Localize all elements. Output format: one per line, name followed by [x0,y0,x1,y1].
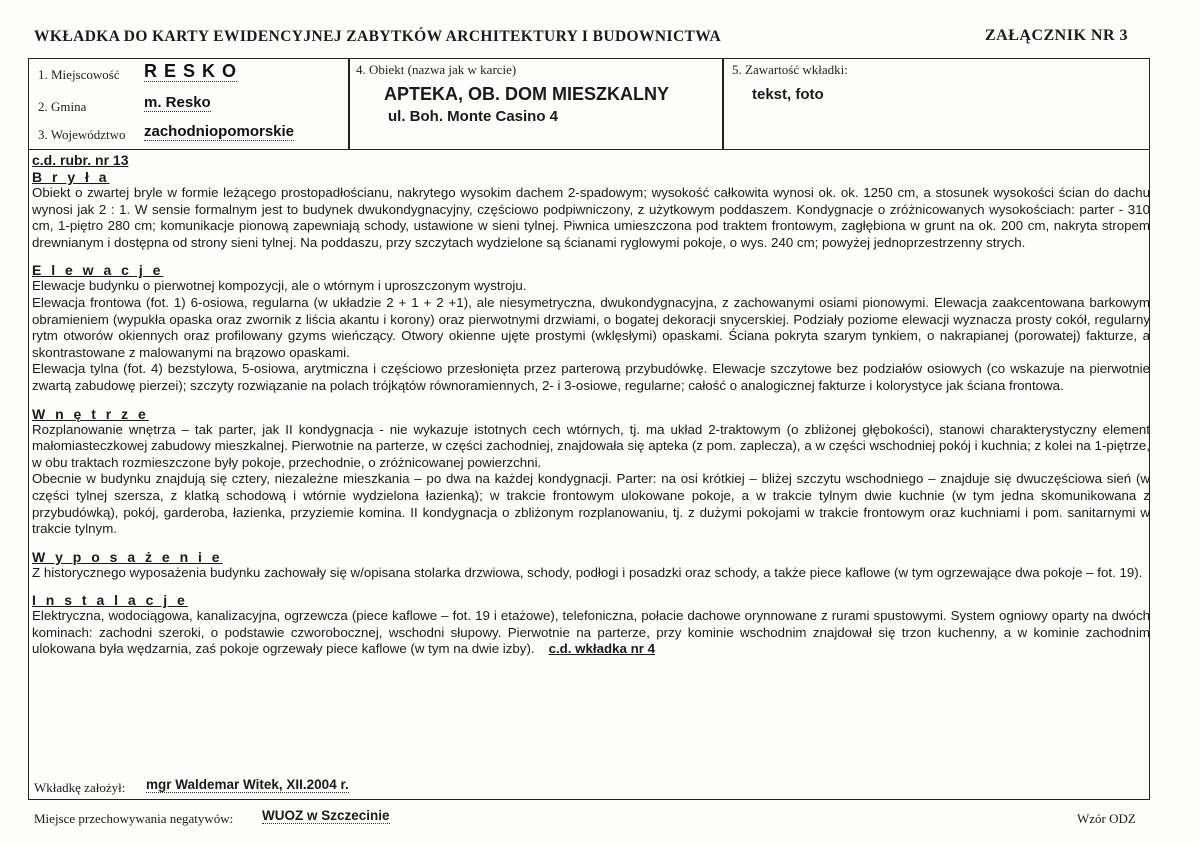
section-title-wnetrze: W n ę t r z e [32,405,149,422]
section-text-instalacje-body: Elektryczna, wodociągowa, kanalizacyjna, ogrzewcza (piece kaflowe – fot. 19 i etażowe), telefoniczna, połacie dachowe orynnowane z rurami spustowymi. System ogniowy oparty na dwóch kominach: zachodni szeroki, o podstawie czworobocznej, wschodni słupowy. Pierwotnie na parterze, przy kominie wschodnim znajdował się trzon kuchenny, a w kominie zachodnim ulokowana była wędzarnia, zaś pokoje ogrzewały piece kaflowe (w tym na dwie izby). [32,608,1150,657]
document-body [32,152,1150,658]
field-miejscowosc-label: 1. Miejscowość [38,67,120,82]
section-text-elewacje-2: Elewacja frontowa (fot. 1) 6-osiowa, regularna (w układzie 2 + 1 + 2 +1), ale niesymetryczna, dwukondygnacyjna, z zachowanymi osiami pionowymi. Elewacja zaakcentowana barkowym obramieniem (wypukła opaska oraz zwornik z liścia akantu i korony) oraz pierwotnymi drzwiami, o bogatej dekoracji snycerskiej. Podziały poziome elewacji wyznacza prosty cokół, regularny rytm otworów okiennych oraz profilowany gzyms wieńczący. Otwory okienne ujęte prostymi (wklęsłymi) opaskami. Ściana pokryta szarym tynkiem, o nakrapianej (porowatej) fakturze, a skontrastowane z malowanymi na brązowo opaskami. [32,294,1150,360]
field-zawartosc-label: 5. Zawartość wkładki: [732,62,848,77]
document-title: WKŁADKA DO KARTY EWIDENCYJNEJ ZABYTKÓW ARCHITEKTURY I BUDOWNICTWA [34,28,722,45]
storage-value: WUOZ w Szczecinie [262,808,390,823]
field-miejscowosc-value: R E S K O [144,61,238,81]
section-text-wyposazenie: Z historycznego wyposażenia budynku zachowały się w/opisana stolarka drzwiowa, schody, podłogi i posadzki oraz schody, a także piece kaflowe (w tym ogrzewające dwa pokoje – fot. 19). [32,564,1143,580]
section-title-bryla: B r y ł a [32,169,110,185]
author-value: mgr Waldemar Witek, XII.2004 r. [146,777,349,792]
field-obiekt-address: ul. Boh. Monte Casino 4 [388,108,559,125]
section-text-instalacje [32,608,1150,658]
header-divider [348,58,350,150]
section-text-wnetrze-2: Obecnie w budynku znajdują się cztery, niezależne mieszkania – po dwa na każdej kondygnacji. Parter: na osi krótkiej – bliżej szczytu wschodniego – znajduje się dwuczęściowa sień (w części tylnej szersza, z klatką schodową i wtórnie wydzielona łazienką); w trakcie frontowym ulokowane pokoje, a w trakcie tylnym dwie kuchnie (w tym jedna skomunikowana z przybudówką), pokój, garderoba, łazienka, przyziemie komina. II kondygnacja o zbliżonym rozplanowaniu, tj. z dużymi pokojami w trakcie frontowym oraz kuchniami i pom. sanitarnymi w trakcie tylnym. [32,471,1150,537]
header-divider [722,58,724,150]
section-title-wyposazenie: W y p o s a ż e n i e [32,548,223,565]
section-text-elewacje-3: Elewacja tylna (fot. 4) bezstylowa, 5-osiowa, arytmiczna i częściowo przesłonięta przez parterową przybudówkę. Elewacje szczytowe bez podziałów osiowych (co wskazuje na pierwotnie zwartą zabudowę pierzei); szczyty rozwiązanie na polach trójkątów równoramiennych, 2- i 3-osiowe, regularne; całość o analogicznej fakturze i kolorystyce jak ściana frontowa. [32,361,1150,393]
continuation-link: c.d. wkładka nr 4 [548,641,655,657]
section-title-elewacje: E l e w a c j e [32,262,164,279]
section-text-wnetrze-1: Rozplanowanie wnętrza – tak parter, jak II kondygnacja - nie wykazuje istotnych cech wtórnych, tj. ma układ 2-traktowym (o zbliżonej głębokości), stanowi charakterystyczny element małomiasteczkowej zabudowy mieszkalnej. Pierwotnie na parterze, w części zachodniej, znajdowała się apteka (z pom. zaplecza), a w części wschodniej pokój i kuchnia; z kolei na 1-piętrze, w obu traktach rozmieszczone były pokoje, przechodnie, o zróżnicowanej powierzchni. [32,421,1150,470]
field-gmina-value: m. Resko [144,94,211,111]
field-wojewodztwo-label: 3. Województwo [38,127,126,142]
field-obiekt-name: APTEKA, OB. DOM MIESZKALNY [384,84,670,104]
field-obiekt-label: 4. Obiekt (nazwa jak w karcie) [356,62,517,77]
annex-number: ZAŁĄCZNIK NR 3 [985,27,1129,44]
author-label: Wkładkę założył: [34,780,126,795]
template-name: Wzór ODZ [1077,811,1136,826]
section-text-bryla: Obiekt o zwartej bryle w formie leżącego prostopadłościanu, nakrytego wysokim dachem 2-spadowym; wysokość całkowita wynosi ok. ok. 1250 cm, a stosunek wysokości ścian do dachu wynosi jak 2 : 1. W sensie formalnym jest to budynek dwukondygnacyjny, częściowo podpiwniczony, z użytkowym poddaszem. Kondygnacje o zróżnicowanych wysokościach: parter - 310 cm, 1-piętro 280 cm; komunikacje pionową zapewniają schody, ustawione w sieni tylnej. Piwnica umieszczona pod traktem frontowym, zagłębiona w grunt na ok. 200 cm, nakryta stropem drewnianym i dostępna od strony sieni tylnej. Na poddaszu, przy szczytach wydzielone są ścianami ryglowymi pokoje, o wys. 240 cm; powyżej jednoprzestrzenny strych. [32,185,1150,250]
field-zawartosc-value: tekst, foto [752,86,824,103]
section-title-instalacje: I n s t a l a c j e [32,592,188,609]
continuation-note: c.d. rubr. nr 13 [32,152,129,168]
section-text-elewacje-1: Elewacje budynku o pierwotnej kompozycji, ale o wtórnym i uproszczonym wystroju. [32,278,527,294]
field-wojewodztwo-value: zachodniopomorskie [144,123,295,140]
field-gmina-label: 2. Gmina [38,99,87,114]
storage-label: Miejsce przechowywania negatywów: [34,811,234,826]
